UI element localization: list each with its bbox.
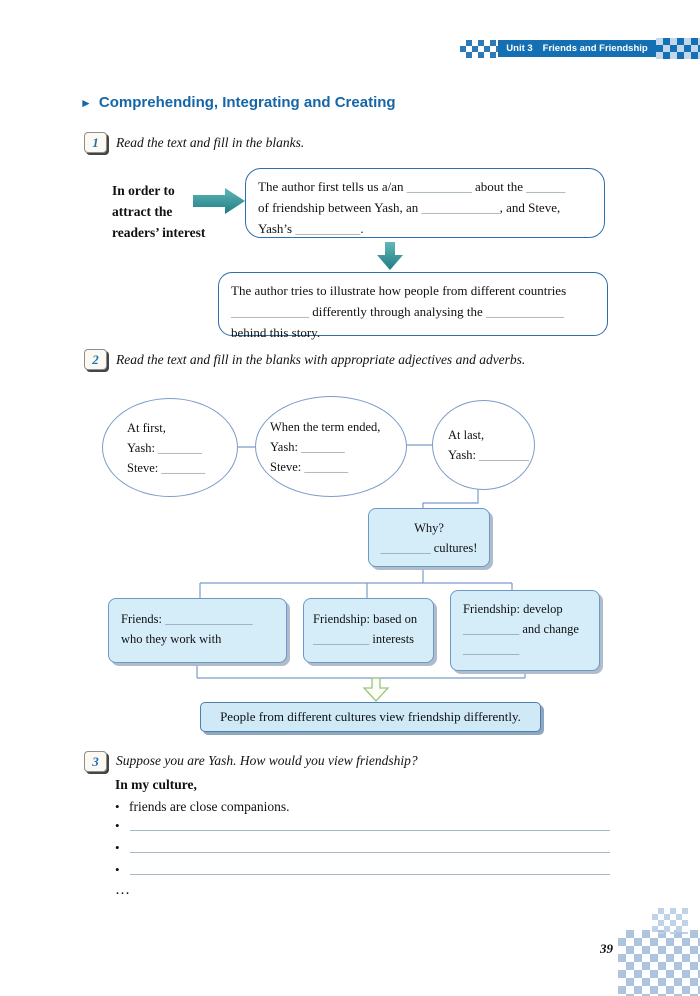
exercise-3-badge — [84, 751, 107, 772]
conclusion-text: People from different cultures view friendship differently. — [220, 709, 521, 724]
ellipse-text-line: Yash: _______ — [127, 440, 202, 455]
conclusion-box — [200, 702, 541, 732]
section-title-text: Comprehending, Integrating and Creating — [98, 94, 396, 111]
exercise-3-instruction: Suppose you are Yash. How would you view friendship? — [116, 753, 418, 768]
footer-corner-checker-decoration — [618, 930, 700, 996]
unit-header-band — [498, 40, 656, 57]
box-text-line: behind this story. — [231, 325, 321, 340]
answer-line[interactable] — [130, 830, 610, 831]
ellipse-text-line: At last, — [448, 428, 485, 442]
section-title — [80, 94, 396, 111]
friends-box — [108, 598, 287, 663]
stage-ellipse-at-first — [102, 398, 238, 497]
list-bullet-icon: • — [115, 840, 120, 855]
box-text-line: Yash’s __________. — [258, 221, 364, 236]
header-left-checker-decoration — [460, 40, 498, 58]
box-text-line: The author first tells us a/an __________ about the ______ — [258, 179, 566, 194]
list-bullet-icon: • — [115, 818, 120, 833]
ellipse-text-line: At first, — [127, 420, 166, 435]
footer-corner-checker-decoration — [652, 908, 688, 934]
list-bullet-icon: • — [115, 862, 120, 877]
exercise-1-badge — [84, 132, 107, 153]
triangle-bullet-icon: ► — [80, 95, 92, 110]
exercise-2-instruction: Read the text and fill in the blanks with appropriate adjectives and adverbs. — [116, 352, 526, 367]
exercise-1-instruction: Read the text and fill in the blanks. — [116, 135, 305, 150]
exercise-3-number: 3 — [92, 753, 99, 769]
stage-ellipse-at-last — [432, 400, 535, 490]
stage-ellipse-term-ended — [255, 396, 407, 497]
unit-label: Unit 3 — [506, 43, 533, 54]
page-number: 39 — [600, 941, 613, 956]
box-text-line: Friendship: based on — [313, 612, 418, 626]
box-text-line: ________ cultures! — [380, 541, 478, 555]
side-label-line: readers’ interest — [112, 225, 206, 240]
ellipse-text-line: Steve: _______ — [127, 460, 206, 475]
hollow-down-arrow-icon — [364, 678, 388, 701]
exercise-2-badge — [84, 349, 107, 370]
box-text-line: ____________ differently through analysing the ____________ — [231, 304, 565, 319]
list-bullet-icon: • — [115, 799, 120, 814]
box-text-line: _________ and change — [463, 622, 579, 636]
answer-line[interactable] — [130, 874, 610, 875]
box-text-line: Friendship: develop — [463, 602, 563, 616]
header-right-checker-decoration — [656, 38, 700, 59]
side-label-line: In order to — [112, 183, 175, 198]
ellipse-text-line: Yash: _______ — [270, 439, 345, 454]
friendship-interests-box — [303, 598, 434, 663]
box-text-line: who they work with — [121, 632, 222, 646]
box-text-line: The author tries to illustrate how people from different countries — [231, 283, 567, 298]
down-arrow-icon — [377, 242, 403, 270]
exercise-2-number: 2 — [92, 351, 99, 367]
ellipsis-text: … — [115, 882, 130, 898]
why-cultures-box — [368, 508, 490, 567]
exercise-1-number: 1 — [92, 134, 99, 150]
box-text-line: of friendship between Yash, an ____________, and Steve, — [258, 200, 561, 215]
box-text-line: Friends: ______________ — [121, 612, 253, 626]
exercise-1-text-box-1 — [245, 168, 605, 238]
exercise-1-text-box-2 — [218, 272, 608, 340]
ellipse-text-line: When the term ended, — [270, 419, 381, 434]
friendship-develop-box — [450, 590, 600, 671]
box-text-line: _________ interests — [313, 632, 415, 646]
unit-title: Friends and Friendship — [542, 43, 648, 54]
box-text-line: _________ — [463, 642, 520, 656]
box-text-line: Why? — [414, 521, 444, 535]
ellipse-text-line: Yash: ________ — [448, 448, 530, 462]
side-label-line: attract the — [112, 204, 173, 219]
in-my-culture-label: In my culture, — [115, 777, 197, 792]
list-item-text: friends are close companions. — [129, 799, 290, 814]
right-arrow-icon — [193, 186, 245, 216]
answer-line[interactable] — [130, 852, 610, 853]
ellipse-text-line: Steve: _______ — [270, 459, 349, 474]
